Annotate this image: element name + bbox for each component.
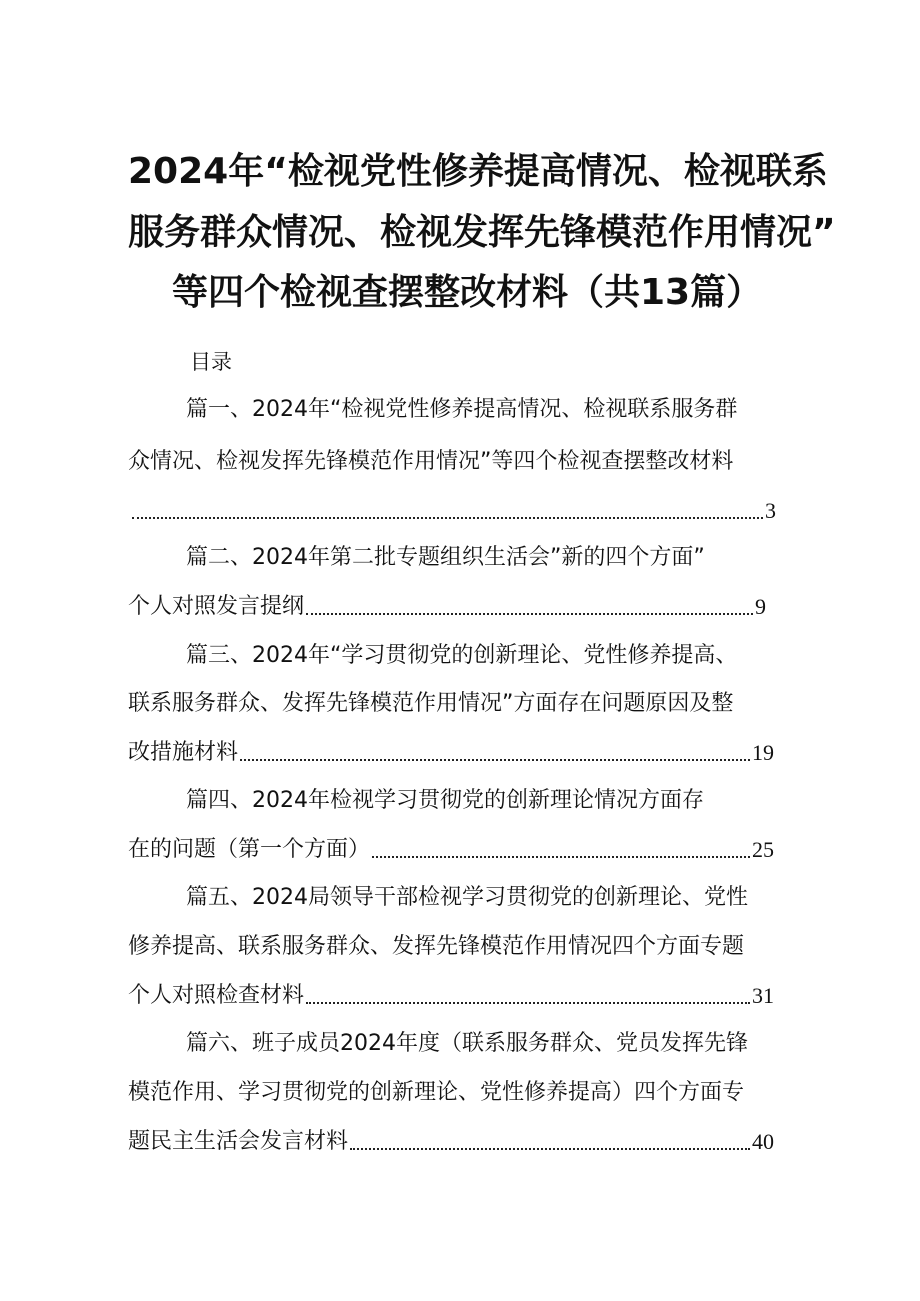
toc-entry-4-last-text: 在的问题（第一个方面） <box>128 837 371 862</box>
toc-entry-2-page: 9 <box>755 594 766 619</box>
toc-entry-4-page: 25 <box>752 837 774 862</box>
toc-entry-5-page: 31 <box>752 983 774 1008</box>
toc-label: 目录 <box>190 350 232 374</box>
toc-entry-5-last-text: 个人对照检查材料 <box>128 983 305 1008</box>
toc-entry-2-line-1[interactable]: 篇二、2024年第二批专题组织生活会”新的四个方面” <box>186 545 705 570</box>
toc-entry-6-dots <box>350 1127 750 1157</box>
toc-entry-1-page: 3 <box>765 498 776 523</box>
toc-entry-4-leader[interactable] <box>128 835 774 865</box>
toc-entry-6-line-1[interactable]: 篇六、班子成员2024年度（联系服务群众、党员发挥先锋 <box>186 1031 748 1056</box>
toc-entry-3-last-text: 改措施材料 <box>128 740 239 765</box>
toc-entry-1-dots <box>132 496 763 526</box>
toc-entry-1-line-2[interactable]: 众情况、检视发挥先锋模范作用情况”等四个检视查摆整改材料 <box>128 449 734 474</box>
toc-entry-3-dots <box>240 738 750 768</box>
document-title-line-2: 服务群众情况、检视发挥先锋模范作用情况” <box>128 212 836 253</box>
toc-entry-3-line-2[interactable]: 联系服务群众、发挥先锋模范作用情况”方面存在问题原因及整 <box>128 691 734 716</box>
document-title-line-3: 等四个检视查摆整改材料（共13篇） <box>172 272 763 313</box>
toc-entry-5-dots <box>306 981 750 1011</box>
toc-entry-1-line-1[interactable]: 篇一、2024年“检视党性修养提高情况、检视联系服务群 <box>186 397 738 422</box>
toc-entry-5-line-1[interactable]: 篇五、2024局领导干部检视学习贯彻党的创新理论、党性 <box>186 885 748 910</box>
toc-entry-6-page: 40 <box>752 1129 774 1154</box>
toc-entry-3-page: 19 <box>752 740 774 765</box>
toc-entry-2-last-text: 个人对照发言提纲 <box>128 594 305 619</box>
toc-entry-2-dots <box>306 592 753 622</box>
toc-entry-1-leader[interactable] <box>130 496 776 526</box>
toc-entry-2-leader[interactable] <box>128 592 766 622</box>
toc-entry-6-leader[interactable] <box>128 1127 774 1157</box>
toc-entry-4-dots <box>372 835 750 865</box>
document-title-line-1: 2024年“检视党性修养提高情况、检视联系 <box>128 151 828 192</box>
toc-entry-3-leader[interactable] <box>128 738 774 768</box>
toc-entry-6-last-text: 题民主生活会发言材料 <box>128 1129 349 1154</box>
toc-entry-4-line-1[interactable]: 篇四、2024年检视学习贯彻党的创新理论情况方面存 <box>186 788 704 813</box>
toc-entry-6-line-2[interactable]: 模范作用、学习贯彻党的创新理论、党性修养提高）四个方面专 <box>128 1080 745 1105</box>
toc-entry-5-leader[interactable] <box>128 981 774 1011</box>
toc-entry-5-line-2[interactable]: 修养提高、联系服务群众、发挥先锋模范作用情况四个方面专题 <box>128 934 745 959</box>
toc-entry-3-line-1[interactable]: 篇三、2024年“学习贯彻党的创新理论、党性修养提高、 <box>186 643 738 668</box>
